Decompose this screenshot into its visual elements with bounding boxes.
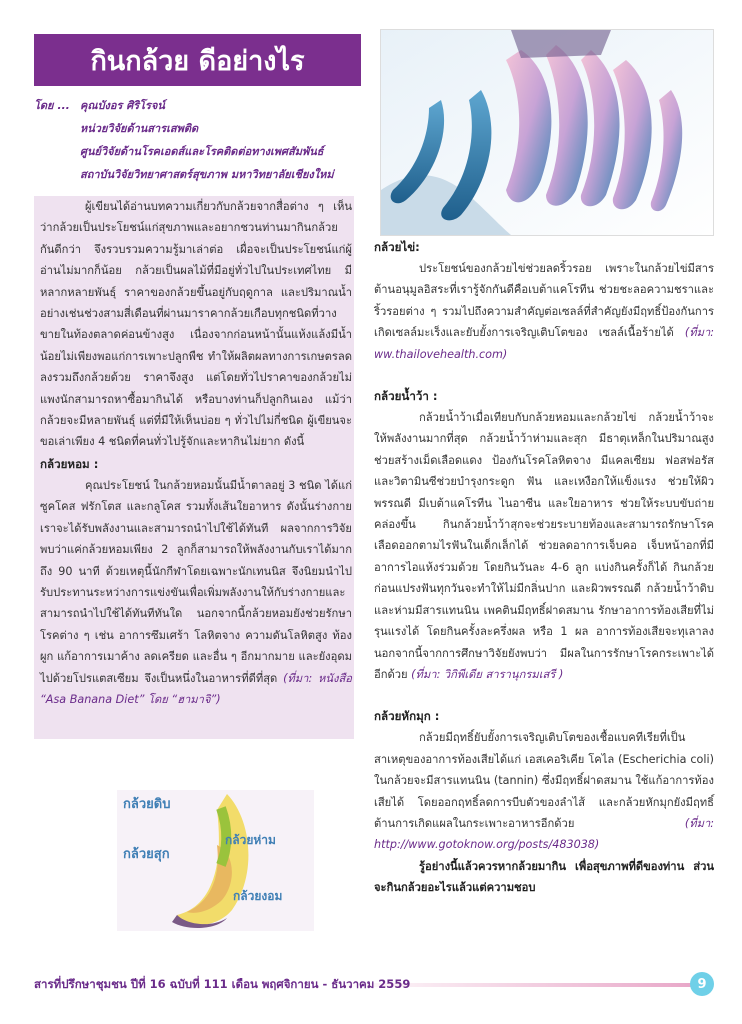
page-title: กินกล้วย ดีอย่างไร xyxy=(34,34,361,86)
by-label: โดย ... xyxy=(34,99,70,112)
right-column xyxy=(374,236,714,899)
section-text-namwa: กล้วยน้ำว้าเมื่อเทียบกับกล้วยหอมและกล้วยไข่ กล้วยน้ำว้าจะให้พลังงานมากที่สุด กล้วยน้ำว้าห่ามและสุก มีธาตุเหล็กในปริมาณสูง ช่วยสร้างเม็ดเลือดแดง ป้องกันโรคโลหิตจาง มีแคลเซียม ฟอสฟอรัส และวิตามินซีช่วยบำรุงกระดูก ฟัน และเหงือกให้แข็งแรง ช่วยให้ผิวพรรณดี มีเบต้าแคโรทีน ไนอาซีน และใยอาหาร ช่วยให้ระบบขับถ่ายคล่องขึ้น กินกล้วยน้ำว้าสุกจะช่วยระบายท้องและสามารถรักษาโรคเลือดออกตามไรฟันในเด็กเล็กได้ ช่วยลดอาการเจ็บคอ เจ็บหน้าอกที่มีอาการไอแห้งร่วมด้วย โดยกินวันละ 4-6 ลูก แบ่งกินครั้งก็ได้ กินกล้วยก่อนแปรงฟันทุกวันจะทำให้ไม่มีกลิ่นปาก และผิวพรรณดี กล้วยน้ำว้าดิบและห่ามมีสารแทนนิน เพคตินมีฤทธิ์ฝาดสมาน รักษาอาการท้องเสียที่ไม่รุนแรงได้ โดยกินครั้งละครึ่งผล หรือ 1 ผล อาการท้องเสียจะทุเลาลง นอกจากนี้จากการศึกษาวิจัยยังพบว่า มีผลในการรักษาโรคกระเพาะได้อีกด้วย (ที่มา: วิกิพีเดีย สารานุกรมเสรี ) xyxy=(374,411,714,681)
page-number: 9 xyxy=(690,972,714,996)
closing-paragraph: รู้อย่างนี้แล้วควรหากล้วยมากิน เพื่อสุขภาพที่ดีของท่าน ส่วนจะกินกล้วยอะไรแล้วแต่ความชอบ xyxy=(374,859,714,895)
label-ngom: กล้วยงอม xyxy=(233,889,283,903)
label-dip: กล้วยดิบ xyxy=(123,797,171,812)
affiliation-center: ศูนย์วิจัยด้านโรคเอดส์และโรคติดต่อทางเพศสัมพันธ์ xyxy=(80,145,324,158)
author-name: คุณบังอร ศิริโรจน์ xyxy=(80,99,165,112)
section-heading-namwa: กล้วยน้ำว้า : xyxy=(374,389,438,404)
section-heading-khai: กล้วยไข่: xyxy=(374,240,420,254)
banana-ripeness-infographic xyxy=(117,790,314,931)
byline xyxy=(34,94,369,186)
section-text-hakmuk: กล้วยมีฤทธิ์ยับยั้งการเจริญเติบโตของเชื้อแบคทีเรียที่เป็นสาเหตุของอาการท้องเสียได้แก่ เอสเคอริเคีย โคไล (Escherichia coli) ในกล้วยจะมีสารแทนนิน (tannin) ซึ่งมีฤทธิ์ฝาดสมาน ใช้แก้อาการท้องเสียได้ โดยออกฤทธิ์ลดการบีบตัวของลำไส้ และกล้วยหักมุกยังมีฤทธิ์ต้านการเกิดแผลในกระเพาะอาหารอีกด้วย (ที่มา: http://www.gotoknow.org/posts/483038) xyxy=(374,731,714,852)
affiliation-institute: สถาบันวิจัยวิทยาศาสตร์สุขภาพ มหาวิทยาลัยเชียงใหม่ xyxy=(80,168,334,181)
citation-hakmuk: (ที่มา: http://www.gotoknow.org/posts/483038) xyxy=(374,816,714,852)
section-heading-hom: กล้วยหอม : xyxy=(40,456,99,471)
section-text-khai: ประโยชน์ของกล้วยไข่ช่วยลดริ้วรอย เพราะในกล้วยไข่มีสารต้านอนุมูลอิสระที่เรารู้จักกันดีคือเบต้าแคโรทีน ช่วยชะลอความชราและริ้วรอยต่าง ๆ รวมไปถึงความสำคัญต่อเซลล์ที่สำคัญยังมีฤทธิ์ป้องกันการเกิดเซลล์มะเร็งและยับยั้งการเจริญเติบโตของ เซลล์เนื้อร้ายได้ (ที่มา: ww.thailovehealth.com) xyxy=(374,262,715,361)
label-suk: กล้วยสุก xyxy=(123,847,170,862)
section-text-hom: คุณประโยชน์ ในกล้วยหอมนั้นมีน้ำตาลอยู่ 3 ชนิด ได้แก่ ซูคโคส ฟรักโตส และกลูโคส รวมทั้งเส้นใยอาหาร ดังนั้นร่างกายเราจะได้รับพลังงานและสามารถนำไปใช้ได้ทันที ผลจากการวิจัยพบว่าแค่กล้วยหอมเพียง 2 ลูกก็สามารถให้พลังงานกับเราได้มากถึง 90 นาที ด้วยเหตุนี้นักกีฬาโดยเฉพาะนักเทนนิส จึงนิยมนำไปรับประทานระหว่างการแข่งขันเพื่อเพิ่มพลังงานให้กับร่างกายและสามารถนำไปใช้ได้ทันทีทันใด นอกจากนี้กล้วยหอมยังช่วยรักษาโรคต่าง ๆ เช่น อาการซึมเศร้า โลหิตจาง ความดันโลหิตสูง ท้องผูก แก้อาการเมาค้าง ลดเครียด และอื่น ๆ อีกมากมาย และยังอุดมไปด้วยโปรแตสเซียม จึงเป็นหนึ่งในอาหารที่ดีที่สุด (ที่มา: หนังสือ “Asa Banana Diet” โดย “ฮามาจิ”) xyxy=(40,478,352,706)
banana-photo xyxy=(381,30,713,235)
footer-publication: สารที่ปรึกษาชุมชน ปีที่ 16 ฉบับที่ 111 เดือน พฤศจิกายน - ธันวาคม 2559 xyxy=(34,977,411,991)
affiliation-unit: หน่วยวิจัยด้านสารเสพติด xyxy=(80,122,199,135)
citation-khai: (ที่มา: ww.thailovehealth.com) xyxy=(374,326,715,361)
page-footer xyxy=(34,970,714,1000)
intro-paragraph: ผู้เขียนได้อ่านบทความเกี่ยวกับกล้วยจากสื่อต่าง ๆ เห็นว่ากล้วยเป็นประโยชน์แก่สุขภาพและอยากชวนท่านมากินกล้วยกันดีกว่า จึงรวบรวมความรู้มาเล่าต่อ เผื่อจะเป็นประโยชน์แก่ผู้อ่านไม่มากก็น้อย กล้วยเป็นผลไม้ที่มีอยู่ทั่วไปในประเทศไทย มีหลากหลายพันธุ์ ราคาของกล้วยขึ้นอยู่กับฤดูกาล และปริมาณน้ำอย่างเช่นช่วงสามสี่เดือนที่ผ่านมาราคากล้วยเกือบทุกชนิดที่วางขายในท้องตลาดค่อนข้างสูง เนื่องจากก่อนหน้านั้นแห้งแล้งมีน้ำน้อยไม่เพียงพอแก่การเพาะปลูกพืช ทำให้ผลิตผลทางการเกษตรลดลงรวมถึงกล้วยด้วย ราคาจึงสูง แต่โดยทั่วไปราคาของกล้วยไม่แพงนักสามารถหาซื้อมากินได้ หรือบางท่านก็ปลูกกินเอง แม้ว่ากล้วยจะมีหลายพันธุ์ แต่ที่มีให้เห็นบ่อย ๆ ทั่วไปไม่กี่ชนิด ผู้เขียนจะขอเล่าเพียง 4 ชนิดที่คนทั่วไปรู้จักและหากินไม่ยาก ดังนี้ xyxy=(40,200,352,449)
citation-namwa: (ที่มา: วิกิพีเดีย สารานุกรมเสรี ) xyxy=(411,667,564,681)
label-ham: กล้วยห่าม xyxy=(225,833,276,847)
left-column-panel xyxy=(34,196,354,739)
citation-hom: (ที่มา: หนังสือ “Asa Banana Diet” โดย “ฮามาจิ”) xyxy=(40,671,352,706)
section-heading-hakmuk: กล้วยหักมุก : xyxy=(374,709,440,724)
